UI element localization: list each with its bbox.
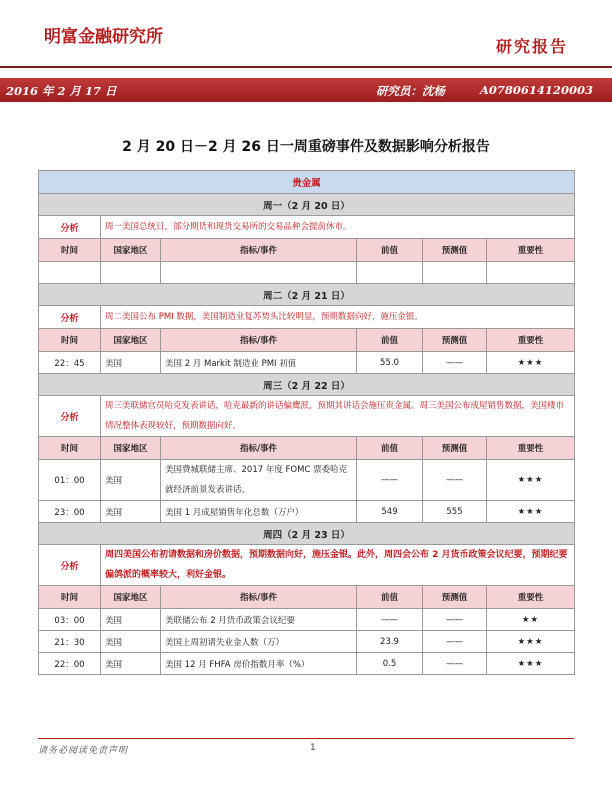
col-header-forecast: 预测值 — [423, 437, 487, 460]
col-header-prev: 前值 — [357, 586, 423, 609]
col-header-importance: 重要性 — [487, 329, 575, 352]
disclaimer-link[interactable]: 请务必阅读免责声明 — [38, 746, 129, 756]
col-header-time: 时间 — [39, 239, 101, 262]
info-bar — [0, 78, 612, 102]
day-row — [39, 374, 575, 396]
cell-region: 美国 — [101, 631, 161, 653]
table-row — [39, 653, 575, 675]
day-label: 周三（2 月 22 日） — [39, 374, 575, 396]
header-divider — [0, 66, 612, 68]
column-header-row — [39, 239, 575, 262]
report-type-label: 研究报告 — [495, 37, 568, 56]
cell-region: 美国 — [101, 609, 161, 631]
cell-event: 美国 12 月 FHFA 房价指数月率（%） — [161, 653, 357, 675]
footer-divider — [38, 738, 574, 739]
col-header-event: 指标/事件 — [161, 239, 357, 262]
day-row — [39, 523, 575, 545]
analysis-row — [39, 545, 575, 586]
company-logo: 明富金融研究所 — [44, 27, 163, 47]
analysis-label: 分析 — [39, 306, 101, 329]
cell-time: 22：00 — [39, 653, 101, 675]
col-header-time: 时间 — [39, 437, 101, 460]
analysis-label: 分析 — [39, 216, 101, 239]
table-row — [39, 501, 575, 523]
day-label: 周一（2 月 20 日） — [39, 194, 575, 216]
col-header-forecast: 预测值 — [423, 329, 487, 352]
cell-importance: ★★★ — [487, 460, 575, 501]
day-row — [39, 194, 575, 216]
col-header-event: 指标/事件 — [161, 586, 357, 609]
cell-region — [101, 262, 161, 284]
cell-region: 美国 — [101, 352, 161, 374]
analysis-row — [39, 306, 575, 329]
cell-prev: —— — [357, 460, 423, 501]
col-header-forecast: 预测值 — [423, 586, 487, 609]
cell-forecast: —— — [423, 460, 487, 501]
cell-prev: 0.5 — [357, 653, 423, 675]
cell-region: 美国 — [101, 460, 161, 501]
col-header-region: 国家地区 — [101, 586, 161, 609]
cell-prev: 23.9 — [357, 631, 423, 653]
analysis-text: 周一美国总统日，部分期货和现货交易所的交易品种会提前休市。 — [101, 216, 575, 239]
cell-event: 美国 1 月成屋销售年化总数（万户） — [161, 501, 357, 523]
cell-time: 23：00 — [39, 501, 101, 523]
page-number: 1 — [310, 743, 316, 753]
analysis-label: 分析 — [39, 396, 101, 437]
col-header-prev: 前值 — [357, 437, 423, 460]
day-label: 周四（2 月 23 日） — [39, 523, 575, 545]
researcher-cert-number: A0780614120003 — [480, 83, 593, 97]
cell-forecast: —— — [423, 653, 487, 675]
table-row — [39, 609, 575, 631]
cell-forecast: —— — [423, 352, 487, 374]
cell-event: 美联储公布 2 月货币政策会议纪要 — [161, 609, 357, 631]
cell-importance — [487, 262, 575, 284]
cell-time — [39, 262, 101, 284]
cell-region: 美国 — [101, 501, 161, 523]
cell-importance: ★★★ — [487, 501, 575, 523]
cell-time: 01：00 — [39, 460, 101, 501]
researcher-name: 研究员：沈杨 — [376, 84, 445, 98]
category-label: 贵金属 — [39, 171, 575, 194]
cell-importance: ★★★ — [487, 352, 575, 374]
col-header-event: 指标/事件 — [161, 329, 357, 352]
column-header-row — [39, 586, 575, 609]
col-header-event: 指标/事件 — [161, 437, 357, 460]
cell-importance: ★★ — [487, 609, 575, 631]
cell-prev: —— — [357, 609, 423, 631]
cell-event — [161, 262, 357, 284]
cell-region: 美国 — [101, 653, 161, 675]
table-row — [39, 352, 575, 374]
cell-forecast: —— — [423, 609, 487, 631]
col-header-importance: 重要性 — [487, 586, 575, 609]
analysis-text: 周二美国公布 PMI 数据，美国制造业复苏势头比较明显，预期数据向好，施压金银。 — [101, 306, 575, 329]
cell-time: 22：45 — [39, 352, 101, 374]
column-header-row — [39, 329, 575, 352]
cell-forecast: —— — [423, 631, 487, 653]
col-header-forecast: 预测值 — [423, 239, 487, 262]
category-row — [39, 171, 575, 194]
col-header-time: 时间 — [39, 586, 101, 609]
analysis-row — [39, 216, 575, 239]
col-header-prev: 前值 — [357, 329, 423, 352]
cell-importance: ★★★ — [487, 653, 575, 675]
events-table — [38, 170, 575, 675]
cell-prev: 55.0 — [357, 352, 423, 374]
cell-forecast: 555 — [423, 501, 487, 523]
column-header-row — [39, 437, 575, 460]
col-header-region: 国家地区 — [101, 329, 161, 352]
day-label: 周二（2 月 21 日） — [39, 284, 575, 306]
col-header-importance: 重要性 — [487, 437, 575, 460]
table-row — [39, 460, 575, 501]
col-header-region: 国家地区 — [101, 239, 161, 262]
analysis-text: 周三美联储官员哈克发表讲话，哈克最新的讲话偏鹰派，预期其讲话会施压贵金属。周三美国公布成屋销售数据，美国楼市情况整体表现较好，预期数据向好。 — [101, 396, 575, 437]
cell-prev — [357, 262, 423, 284]
cell-event: 美国 2 月 Markit 制造业 PMI 初值 — [161, 352, 357, 374]
analysis-row — [39, 396, 575, 437]
cell-event: 美国上周初请失业金人数（万） — [161, 631, 357, 653]
col-header-region: 国家地区 — [101, 437, 161, 460]
cell-time: 21：30 — [39, 631, 101, 653]
cell-prev: 549 — [357, 501, 423, 523]
analysis-label: 分析 — [39, 545, 101, 586]
table-row — [39, 262, 575, 284]
col-header-prev: 前值 — [357, 239, 423, 262]
table-row — [39, 631, 575, 653]
page-title: 2 月 20 日－2 月 26 日一周重磅事件及数据影响分析报告 — [122, 139, 490, 155]
cell-importance: ★★★ — [487, 631, 575, 653]
col-header-importance: 重要性 — [487, 239, 575, 262]
col-header-time: 时间 — [39, 329, 101, 352]
day-row — [39, 284, 575, 306]
cell-time: 03：00 — [39, 609, 101, 631]
report-date: 2016 年 2 月 17 日 — [6, 84, 117, 98]
analysis-text: 周四美国公布初请数据和房价数据，预期数据向好，施压金银。此外，周四会公布 2 月货币政策会议纪要，预期纪要偏鸽派的概率较大，利好金银。 — [101, 545, 575, 586]
cell-forecast — [423, 262, 487, 284]
cell-event: 美国费城联储主席、2017 年度 FOMC 票委哈克就经济前景发表讲话。 — [161, 460, 357, 501]
